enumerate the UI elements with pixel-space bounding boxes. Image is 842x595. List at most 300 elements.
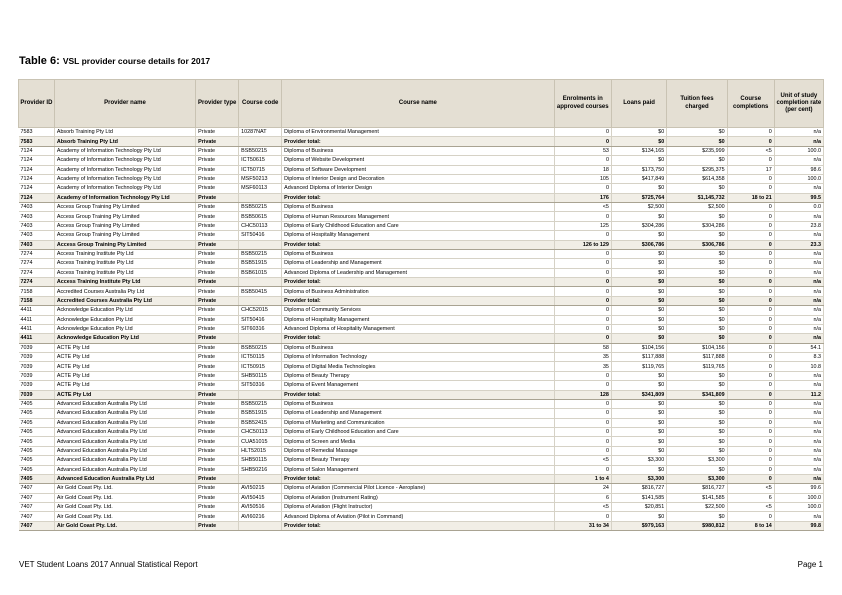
table-cell: 7407	[19, 521, 55, 530]
table-cell	[239, 278, 282, 287]
table-cell: Advanced Education Australia Pty Ltd	[54, 399, 195, 408]
table-cell: 0	[554, 128, 611, 137]
table-row	[19, 268, 824, 277]
table-cell: $304,286	[611, 221, 666, 230]
table-row	[19, 287, 824, 296]
table-cell: 0	[554, 381, 611, 390]
table-cell: Private	[196, 371, 239, 380]
table-cell: Diploma of Interior Design and Decoration	[282, 174, 554, 183]
table-cell: ACTE Pty Ltd	[54, 381, 195, 390]
provider-total-row	[19, 474, 824, 483]
table-cell: 0	[727, 184, 774, 193]
table-cell: BSB50215	[239, 399, 282, 408]
table-cell: 125	[554, 221, 611, 230]
table-cell: n/a	[774, 428, 823, 437]
table-cell: $0	[667, 381, 727, 390]
table-cell: BSB51915	[239, 409, 282, 418]
table-cell: 0	[727, 240, 774, 249]
table-cell: 7405	[19, 456, 55, 465]
table-cell: 0	[727, 409, 774, 418]
table-cell: Diploma of Salon Management	[282, 465, 554, 474]
provider-total-row	[19, 240, 824, 249]
table-cell: 0	[727, 353, 774, 362]
table-cell: 10.8	[774, 362, 823, 371]
table-cell: Access Training Institute Pty Ltd	[54, 249, 195, 258]
table-cell: 0	[554, 324, 611, 333]
table-cell: 7405	[19, 446, 55, 455]
table-cell: 0	[554, 231, 611, 240]
table-cell: BSB50215	[239, 249, 282, 258]
table-cell: $306,786	[611, 240, 666, 249]
table-cell: Academy of Information Technology Pty Ltd	[54, 174, 195, 183]
table-cell: Private	[196, 128, 239, 137]
table-cell: Private	[196, 362, 239, 371]
table-cell: Advanced Education Australia Pty Ltd	[54, 456, 195, 465]
table-cell: CHC50113	[239, 221, 282, 230]
table-cell: 0	[727, 259, 774, 268]
table-row	[19, 165, 824, 174]
table-cell: 100.0	[774, 174, 823, 183]
table-cell: $0	[667, 315, 727, 324]
table-cell: Advanced Education Australia Pty Ltd	[54, 474, 195, 483]
table-cell: 18	[554, 165, 611, 174]
col-completion-rate: Unit of study completion rate (per cent)	[774, 80, 823, 128]
table-row	[19, 465, 824, 474]
table-cell: n/a	[774, 399, 823, 408]
table-cell: 0	[554, 465, 611, 474]
table-subtitle: VSL provider course details for 2017	[62, 56, 211, 66]
table-cell: 7158	[19, 287, 55, 296]
table-cell: $816,727	[611, 484, 666, 493]
table-cell: 0	[727, 437, 774, 446]
table-cell: n/a	[774, 268, 823, 277]
table-cell: $3,300	[611, 474, 666, 483]
table-cell: 0	[554, 334, 611, 343]
table-cell: Academy of Information Technology Pty Ltd	[54, 156, 195, 165]
table-cell: 0	[554, 296, 611, 305]
table-cell: <5	[554, 456, 611, 465]
table-cell: Private	[196, 343, 239, 352]
table-cell: $0	[667, 334, 727, 343]
table-cell: 0	[727, 390, 774, 399]
table-cell: 54.1	[774, 343, 823, 352]
provider-total-row	[19, 278, 824, 287]
table-cell: $0	[611, 324, 666, 333]
table-title	[19, 55, 210, 67]
table-cell: 0	[727, 474, 774, 483]
table-cell: ACTE Pty Ltd	[54, 362, 195, 371]
table-cell: $0	[611, 249, 666, 258]
table-cell: Academy of Information Technology Pty Ltd	[54, 193, 195, 202]
table-cell: 176	[554, 193, 611, 202]
table-cell: $0	[667, 324, 727, 333]
table-cell: Private	[196, 203, 239, 212]
table-cell: 99.8	[774, 521, 823, 530]
table-cell: 99.6	[774, 484, 823, 493]
table-cell: n/a	[774, 128, 823, 137]
report-footer: VET Student Loans 2017 Annual Statistical Report	[19, 560, 198, 569]
table-cell: $0	[667, 128, 727, 137]
page-number: Page 1	[797, 560, 823, 569]
table-cell: <5	[727, 146, 774, 155]
table-cell: n/a	[774, 474, 823, 483]
table-cell: n/a	[774, 437, 823, 446]
col-course-code: Course code	[239, 80, 282, 128]
table-cell: Diploma of Early Childhood Education and Care	[282, 221, 554, 230]
table-cell: $0	[667, 296, 727, 305]
table-number: Table 6:	[19, 55, 60, 67]
table-cell: $341,809	[611, 390, 666, 399]
table-cell: <5	[554, 203, 611, 212]
table-cell: 0	[554, 512, 611, 521]
table-cell: Advanced Education Australia Pty Ltd	[54, 428, 195, 437]
table-cell: CHC52015	[239, 306, 282, 315]
table-cell: Diploma of Business	[282, 249, 554, 258]
table-cell: 7274	[19, 249, 55, 258]
table-cell: Diploma of Leadership and Management	[282, 259, 554, 268]
table-cell	[239, 296, 282, 305]
table-cell: $0	[611, 296, 666, 305]
table-cell: $0	[667, 184, 727, 193]
table-cell: Advanced Education Australia Pty Ltd	[54, 465, 195, 474]
table-cell	[239, 334, 282, 343]
table-cell: Advanced Education Australia Pty Ltd	[54, 418, 195, 427]
table-cell: 105	[554, 174, 611, 183]
table-cell: 7039	[19, 362, 55, 371]
table-cell: Access Group Training Pty Limited	[54, 240, 195, 249]
table-cell: 0	[554, 409, 611, 418]
table-cell: Access Group Training Pty Limited	[54, 212, 195, 221]
table-cell: 7583	[19, 137, 55, 146]
table-cell: $104,156	[667, 343, 727, 352]
table-cell: 10287NAT	[239, 128, 282, 137]
table-cell: Private	[196, 503, 239, 512]
table-cell: ICT50115	[239, 353, 282, 362]
table-row	[19, 512, 824, 521]
table-cell: $235,999	[667, 146, 727, 155]
table-cell: Acknowledge Education Pty Ltd	[54, 324, 195, 333]
table-row	[19, 381, 824, 390]
table-cell: $0	[667, 249, 727, 258]
table-cell: n/a	[774, 296, 823, 305]
table-cell: $0	[611, 128, 666, 137]
table-cell: n/a	[774, 212, 823, 221]
table-cell: n/a	[774, 334, 823, 343]
table-cell: Private	[196, 240, 239, 249]
table-cell: AVI50516	[239, 503, 282, 512]
table-cell: 7407	[19, 503, 55, 512]
table-cell: $0	[667, 418, 727, 427]
table-cell: 7403	[19, 221, 55, 230]
table-cell: n/a	[774, 324, 823, 333]
table-cell: Advanced Diploma of Leadership and Management	[282, 268, 554, 277]
table-cell: Diploma of Aviation (Commercial Pilot Licence - Aeroplane)	[282, 484, 554, 493]
table-cell: $0	[667, 212, 727, 221]
table-row	[19, 174, 824, 183]
table-cell: 0	[727, 456, 774, 465]
table-cell: BSB51915	[239, 259, 282, 268]
table-cell: SIT50416	[239, 231, 282, 240]
provider-total-row	[19, 137, 824, 146]
table-cell: $1,145,732	[667, 193, 727, 202]
table-cell: $725,764	[611, 193, 666, 202]
provider-total-row	[19, 521, 824, 530]
table-cell: Provider total:	[282, 137, 554, 146]
col-tuition-fees: Tuition fees charged	[667, 80, 727, 128]
table-cell	[239, 390, 282, 399]
table-cell: 0	[727, 334, 774, 343]
table-cell: 0	[554, 315, 611, 324]
table-cell: 0	[554, 371, 611, 380]
table-cell: CHC50113	[239, 428, 282, 437]
table-cell: $0	[611, 381, 666, 390]
table-cell: MSF50213	[239, 174, 282, 183]
table-cell: n/a	[774, 409, 823, 418]
table-cell: Air Gold Coast Pty. Ltd.	[54, 521, 195, 530]
table-cell: 18 to 21	[727, 193, 774, 202]
table-cell: 0	[554, 418, 611, 427]
table-cell: Private	[196, 137, 239, 146]
table-cell: Access Training Institute Pty Ltd	[54, 278, 195, 287]
table-cell: $0	[667, 306, 727, 315]
table-row	[19, 231, 824, 240]
table-cell: Advanced Diploma of Hospitality Management	[282, 324, 554, 333]
table-row	[19, 128, 824, 137]
table-cell: Diploma of Aviation (Instrument Rating)	[282, 493, 554, 502]
table-cell: 7158	[19, 296, 55, 305]
table-cell: Provider total:	[282, 278, 554, 287]
table-cell: Private	[196, 184, 239, 193]
table-row	[19, 324, 824, 333]
table-cell: $0	[611, 428, 666, 437]
table-cell: 128	[554, 390, 611, 399]
table-cell: $104,156	[611, 343, 666, 352]
table-cell: Diploma of Business	[282, 343, 554, 352]
table-cell: 7583	[19, 128, 55, 137]
table-cell: 0	[554, 428, 611, 437]
table-cell: 0	[727, 231, 774, 240]
table-cell: AVI50415	[239, 493, 282, 502]
table-row	[19, 203, 824, 212]
table-cell: $295,375	[667, 165, 727, 174]
table-cell: 31 to 34	[554, 521, 611, 530]
table-cell: SHB50115	[239, 371, 282, 380]
table-cell: $117,888	[611, 353, 666, 362]
table-row	[19, 484, 824, 493]
table-cell	[239, 474, 282, 483]
table-cell: 7039	[19, 343, 55, 352]
table-cell: Acknowledge Education Pty Ltd	[54, 315, 195, 324]
table-cell: Private	[196, 418, 239, 427]
table-cell: n/a	[774, 418, 823, 427]
table-cell: Advanced Education Australia Pty Ltd	[54, 409, 195, 418]
table-cell: ACTE Pty Ltd	[54, 371, 195, 380]
table-cell: AVI50215	[239, 484, 282, 493]
table-cell: Private	[196, 428, 239, 437]
table-cell: 0.0	[774, 203, 823, 212]
table-cell: Academy of Information Technology Pty Ltd	[54, 165, 195, 174]
table-cell: n/a	[774, 231, 823, 240]
table-cell: 0	[727, 137, 774, 146]
table-cell: 1 to 4	[554, 474, 611, 483]
table-cell: 0	[727, 418, 774, 427]
table-cell: $0	[611, 306, 666, 315]
table-cell: n/a	[774, 156, 823, 165]
table-cell: Acknowledge Education Pty Ltd	[54, 334, 195, 343]
table-cell: 7403	[19, 212, 55, 221]
table-cell: 0	[727, 278, 774, 287]
table-cell: Private	[196, 165, 239, 174]
table-row	[19, 259, 824, 268]
table-cell: 0	[727, 296, 774, 305]
table-cell	[239, 137, 282, 146]
col-loans-paid: Loans paid	[611, 80, 666, 128]
table-cell: 7403	[19, 203, 55, 212]
table-row	[19, 212, 824, 221]
col-course-completions: Course completions	[727, 80, 774, 128]
table-cell: 4411	[19, 315, 55, 324]
table-cell: Private	[196, 521, 239, 530]
table-cell: 0	[727, 428, 774, 437]
table-cell: 0	[727, 343, 774, 352]
table-cell: $0	[611, 437, 666, 446]
table-cell: $979,163	[611, 521, 666, 530]
table-cell: Private	[196, 512, 239, 521]
table-cell: 7274	[19, 278, 55, 287]
table-cell: 0	[727, 324, 774, 333]
table-cell: $306,786	[667, 240, 727, 249]
table-cell: $0	[667, 231, 727, 240]
table-cell: 0	[554, 137, 611, 146]
table-cell: Private	[196, 409, 239, 418]
table-cell: $0	[611, 259, 666, 268]
table-cell: Diploma of Remedial Massage	[282, 446, 554, 455]
table-cell: ACTE Pty Ltd	[54, 390, 195, 399]
table-cell: BSB50215	[239, 146, 282, 155]
table-row	[19, 249, 824, 258]
table-cell: 6	[727, 493, 774, 502]
table-row	[19, 399, 824, 408]
table-cell: 35	[554, 362, 611, 371]
table-cell: AVI60216	[239, 512, 282, 521]
table-cell: $119,765	[667, 362, 727, 371]
table-cell: $0	[667, 259, 727, 268]
table-row	[19, 362, 824, 371]
table-cell: 7403	[19, 231, 55, 240]
table-row	[19, 437, 824, 446]
table-cell: Diploma of Website Development	[282, 156, 554, 165]
table-cell: Private	[196, 334, 239, 343]
table-cell: 23.3	[774, 240, 823, 249]
table-cell: Private	[196, 212, 239, 221]
table-cell: <5	[727, 503, 774, 512]
table-cell: n/a	[774, 306, 823, 315]
table-cell: Private	[196, 474, 239, 483]
table-cell: Private	[196, 456, 239, 465]
table-row	[19, 503, 824, 512]
table-cell: Advanced Diploma of Aviation (Pilot in Command)	[282, 512, 554, 521]
table-cell: n/a	[774, 259, 823, 268]
table-cell: Diploma of Leadership and Management	[282, 409, 554, 418]
table-cell: Private	[196, 193, 239, 202]
table-cell: 7274	[19, 268, 55, 277]
table-cell: Private	[196, 306, 239, 315]
table-cell: 0	[554, 306, 611, 315]
table-cell: $2,500	[611, 203, 666, 212]
table-cell: $0	[667, 278, 727, 287]
table-cell: $0	[667, 465, 727, 474]
table-cell: Private	[196, 268, 239, 277]
table-row	[19, 156, 824, 165]
table-cell: Private	[196, 465, 239, 474]
table-cell: Diploma of Early Childhood Education and Care	[282, 428, 554, 437]
table-cell: 4411	[19, 334, 55, 343]
table-cell: n/a	[774, 249, 823, 258]
table-cell: Academy of Information Technology Pty Ltd	[54, 184, 195, 193]
table-cell: 100.0	[774, 503, 823, 512]
table-row	[19, 221, 824, 230]
table-cell: 0	[554, 278, 611, 287]
table-cell: Private	[196, 446, 239, 455]
table-cell: $2,500	[667, 203, 727, 212]
table-cell: Private	[196, 296, 239, 305]
table-cell: $0	[667, 437, 727, 446]
table-cell: Diploma of Event Management	[282, 381, 554, 390]
table-cell: 0	[727, 446, 774, 455]
provider-total-row	[19, 334, 824, 343]
table-cell: BSB50415	[239, 287, 282, 296]
col-provider-type: Provider type	[196, 80, 239, 128]
table-cell: 99.5	[774, 193, 823, 202]
table-cell: 7039	[19, 353, 55, 362]
table-cell: 0	[554, 212, 611, 221]
table-cell: 7039	[19, 371, 55, 380]
table-cell: ICT50615	[239, 156, 282, 165]
col-provider-id: Provider ID	[19, 80, 55, 128]
table-row	[19, 343, 824, 352]
table-row	[19, 409, 824, 418]
table-cell: 0	[727, 221, 774, 230]
table-cell: Diploma of Business	[282, 399, 554, 408]
table-cell: 0	[554, 184, 611, 193]
table-cell: $0	[667, 268, 727, 277]
table-cell: $20,851	[611, 503, 666, 512]
table-cell: Diploma of Beauty Therapy	[282, 456, 554, 465]
table-row	[19, 418, 824, 427]
table-cell: $0	[611, 418, 666, 427]
table-cell: Private	[196, 484, 239, 493]
provider-course-table	[18, 79, 824, 531]
table-cell: Private	[196, 324, 239, 333]
table-cell: 0	[727, 203, 774, 212]
table-cell: 11.2	[774, 390, 823, 399]
table-cell: $0	[611, 231, 666, 240]
table-cell: 0	[554, 287, 611, 296]
table-cell: 0	[554, 268, 611, 277]
table-cell: $119,765	[611, 362, 666, 371]
table-cell: Private	[196, 231, 239, 240]
col-provider-name: Provider name	[54, 80, 195, 128]
table-cell: 4411	[19, 324, 55, 333]
table-cell: 0	[554, 259, 611, 268]
table-cell: Private	[196, 381, 239, 390]
table-cell: Access Group Training Pty Limited	[54, 221, 195, 230]
table-cell: Access Group Training Pty Limited	[54, 203, 195, 212]
table-cell: Absorb Training Pty Ltd	[54, 128, 195, 137]
table-row	[19, 315, 824, 324]
table-cell: Diploma of Business Administration	[282, 287, 554, 296]
table-cell: 17	[727, 165, 774, 174]
